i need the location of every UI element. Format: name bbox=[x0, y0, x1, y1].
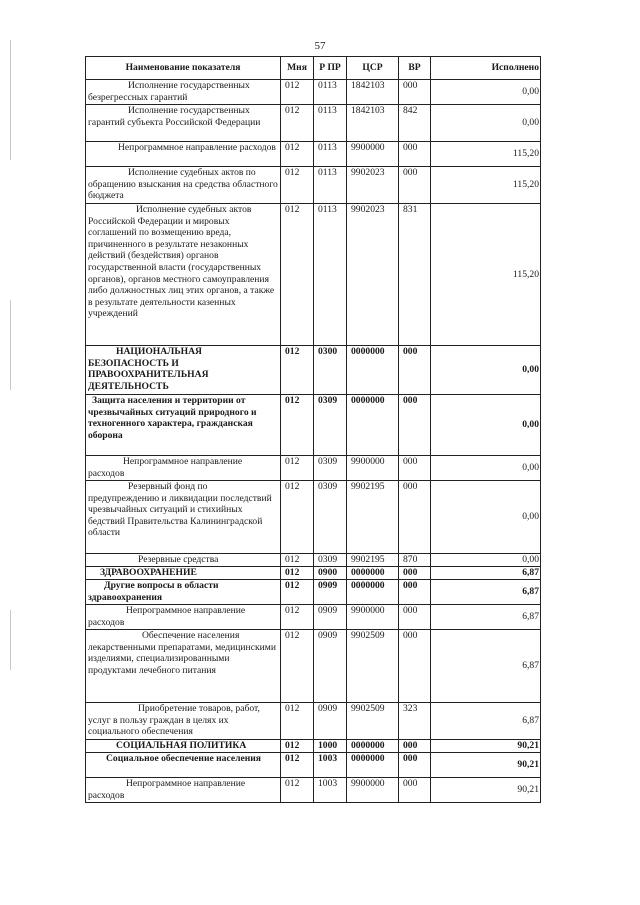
table-row bbox=[86, 554, 541, 567]
cell-name: Резервные средства bbox=[86, 554, 281, 567]
cell-executed: 0,00 bbox=[431, 456, 541, 481]
cell-mnya: 012 bbox=[281, 80, 314, 105]
table-row bbox=[86, 204, 541, 346]
cell-mnya: 012 bbox=[281, 703, 314, 740]
page-number: 57 bbox=[314, 40, 326, 52]
cell-mnya: 012 bbox=[281, 580, 314, 605]
cell-executed: 90,21 bbox=[431, 778, 541, 803]
cell-rpr: 0909 bbox=[314, 703, 347, 740]
cell-csr: 9902023 bbox=[347, 204, 399, 346]
cell-executed: 115,20 bbox=[431, 167, 541, 204]
cell-mnya: 012 bbox=[281, 395, 314, 456]
cell-csr: 0000000 bbox=[347, 740, 399, 753]
cell-csr: 9900000 bbox=[347, 778, 399, 803]
cell-csr: 1842103 bbox=[347, 80, 399, 105]
cell-rpr: 0909 bbox=[314, 630, 347, 703]
table-row bbox=[86, 703, 541, 740]
table-row bbox=[86, 456, 541, 481]
cell-csr: 0000000 bbox=[347, 580, 399, 605]
cell-vr: 831 bbox=[399, 204, 431, 346]
cell-mnya: 012 bbox=[281, 346, 314, 395]
cell-rpr: 0309 bbox=[314, 554, 347, 567]
cell-rpr: 1003 bbox=[314, 778, 347, 803]
cell-rpr: 0909 bbox=[314, 580, 347, 605]
cell-rpr: 0309 bbox=[314, 395, 347, 456]
table-row bbox=[86, 740, 541, 753]
report-table-container bbox=[85, 56, 540, 803]
cell-executed: 115,20 bbox=[431, 204, 541, 346]
cell-name: Приобретение товаров, работ, услуг в пользу граждан в целях их социального обеспечения bbox=[86, 703, 281, 740]
cell-csr: 9902195 bbox=[347, 554, 399, 567]
cell-csr: 9900000 bbox=[347, 142, 399, 167]
cell-name: Защита населения и территории от чрезвычайных ситуаций природного и техногенного характера, гражданская оборона bbox=[86, 395, 281, 456]
cell-vr: 000 bbox=[399, 167, 431, 204]
header-name: Наименование показателя bbox=[86, 57, 281, 80]
cell-csr: 0000000 bbox=[347, 753, 399, 778]
cell-executed: 0,00 bbox=[431, 346, 541, 395]
cell-name: НАЦИОНАЛЬНАЯ БЕЗОПАСНОСТЬ И ПРАВООХРАНИТЕЛЬНАЯ ДЕЯТЕЛЬНОСТЬ bbox=[86, 346, 281, 395]
cell-vr: 842 bbox=[399, 105, 431, 142]
cell-name: Обеспечение населения лекарственными препаратами, медицинскими изделиями, специализированными продуктами лечебного питания bbox=[86, 630, 281, 703]
cell-vr: 000 bbox=[399, 605, 431, 630]
table-row bbox=[86, 567, 541, 580]
cell-csr: 1842103 bbox=[347, 105, 399, 142]
cell-mnya: 012 bbox=[281, 105, 314, 142]
cell-csr: 9902509 bbox=[347, 630, 399, 703]
cell-rpr: 0309 bbox=[314, 456, 347, 481]
budget-execution-table bbox=[85, 56, 541, 803]
cell-rpr: 0113 bbox=[314, 167, 347, 204]
cell-rpr: 0113 bbox=[314, 142, 347, 167]
cell-csr: 9902023 bbox=[347, 167, 399, 204]
cell-mnya: 012 bbox=[281, 456, 314, 481]
cell-csr: 9902509 bbox=[347, 703, 399, 740]
cell-vr: 000 bbox=[399, 580, 431, 605]
cell-csr: 9900000 bbox=[347, 605, 399, 630]
cell-mnya: 012 bbox=[281, 204, 314, 346]
cell-executed: 0,00 bbox=[431, 481, 541, 554]
cell-mnya: 012 bbox=[281, 554, 314, 567]
cell-rpr: 0113 bbox=[314, 204, 347, 346]
table-row bbox=[86, 481, 541, 554]
table-row bbox=[86, 80, 541, 105]
cell-mnya: 012 bbox=[281, 630, 314, 703]
cell-mnya: 012 bbox=[281, 740, 314, 753]
table-row bbox=[86, 778, 541, 803]
cell-mnya: 012 bbox=[281, 567, 314, 580]
cell-vr: 000 bbox=[399, 456, 431, 481]
cell-mnya: 012 bbox=[281, 753, 314, 778]
scan-margin-mark bbox=[10, 0, 12, 905]
cell-mnya: 012 bbox=[281, 142, 314, 167]
cell-vr: 000 bbox=[399, 630, 431, 703]
cell-executed: 0,00 bbox=[431, 105, 541, 142]
cell-rpr: 1000 bbox=[314, 740, 347, 753]
cell-vr: 000 bbox=[399, 346, 431, 395]
cell-rpr: 1003 bbox=[314, 753, 347, 778]
table-row bbox=[86, 605, 541, 630]
cell-vr: 000 bbox=[399, 481, 431, 554]
table-row bbox=[86, 395, 541, 456]
table-row bbox=[86, 630, 541, 703]
cell-vr: 323 bbox=[399, 703, 431, 740]
table-row bbox=[86, 105, 541, 142]
cell-rpr: 0300 bbox=[314, 346, 347, 395]
cell-executed: 6,87 bbox=[431, 605, 541, 630]
cell-executed: 115,20 bbox=[431, 142, 541, 167]
table-row bbox=[86, 580, 541, 605]
header-csr: ЦСР bbox=[347, 57, 399, 80]
cell-rpr: 0909 bbox=[314, 605, 347, 630]
cell-name: СОЦИАЛЬНАЯ ПОЛИТИКА bbox=[86, 740, 281, 753]
cell-executed: 90,21 bbox=[431, 753, 541, 778]
cell-csr: 0000000 bbox=[347, 346, 399, 395]
cell-executed: 0,00 bbox=[431, 395, 541, 456]
cell-rpr: 0113 bbox=[314, 105, 347, 142]
table-row bbox=[86, 167, 541, 204]
cell-name: Непрограммное направление расходов bbox=[86, 778, 281, 803]
cell-vr: 000 bbox=[399, 395, 431, 456]
cell-name: Исполнение государственных безрегрессных гарантий bbox=[86, 80, 281, 105]
cell-vr: 000 bbox=[399, 778, 431, 803]
cell-mnya: 012 bbox=[281, 778, 314, 803]
cell-name: Резервный фонд по предупреждению и ликвидации последствий чрезвычайных ситуаций и стихийных бедствий Правительства Калининградской области bbox=[86, 481, 281, 554]
cell-executed: 6,87 bbox=[431, 630, 541, 703]
table-body bbox=[86, 80, 541, 803]
cell-name: Непрограммное направление расходов bbox=[86, 456, 281, 481]
cell-csr: 0000000 bbox=[347, 395, 399, 456]
cell-name: Исполнение судебных актов по обращению взыскания на средства областного бюджета bbox=[86, 167, 281, 204]
cell-rpr: 0113 bbox=[314, 80, 347, 105]
table-row bbox=[86, 142, 541, 167]
cell-executed: 6,87 bbox=[431, 567, 541, 580]
cell-executed: 90,21 bbox=[431, 740, 541, 753]
cell-vr: 870 bbox=[399, 554, 431, 567]
cell-executed: 6,87 bbox=[431, 580, 541, 605]
cell-name: Другие вопросы в области здравоохранения bbox=[86, 580, 281, 605]
cell-name: Непрограммное направление расходов bbox=[86, 142, 281, 167]
cell-vr: 000 bbox=[399, 567, 431, 580]
cell-csr: 9902195 bbox=[347, 481, 399, 554]
header-vr: ВР bbox=[399, 57, 431, 80]
cell-vr: 000 bbox=[399, 142, 431, 167]
table-header-row bbox=[86, 57, 541, 80]
header-executed: Исполнено bbox=[431, 57, 541, 80]
cell-name: Непрограммное направление расходов bbox=[86, 605, 281, 630]
cell-mnya: 012 bbox=[281, 605, 314, 630]
cell-executed: 0,00 bbox=[431, 80, 541, 105]
cell-executed: 0,00 bbox=[431, 554, 541, 567]
cell-vr: 000 bbox=[399, 753, 431, 778]
header-rpr: Р ПР bbox=[314, 57, 347, 80]
header-mnya: Мня bbox=[281, 57, 314, 80]
cell-name: Социальное обеспечение населения bbox=[86, 753, 281, 778]
table-row bbox=[86, 346, 541, 395]
cell-name: Исполнение государственных гарантий субъекта Российской Федерации bbox=[86, 105, 281, 142]
cell-mnya: 012 bbox=[281, 167, 314, 204]
table-row bbox=[86, 753, 541, 778]
cell-vr: 000 bbox=[399, 740, 431, 753]
cell-vr: 000 bbox=[399, 80, 431, 105]
cell-csr: 9900000 bbox=[347, 456, 399, 481]
cell-name: Исполнение судебных актов Российской Федерации и мировых соглашений по возмещению вреда, причиненного в результате незаконных действий (бездействия) органов государственной власти (государственных органов), органов местного самоуправления либо должностных лиц этих органов, а также в результате деятельности казенных учреждений bbox=[86, 204, 281, 346]
cell-rpr: 0900 bbox=[314, 567, 347, 580]
cell-rpr: 0309 bbox=[314, 481, 347, 554]
cell-csr: 0000000 bbox=[347, 567, 399, 580]
cell-mnya: 012 bbox=[281, 481, 314, 554]
cell-executed: 6,87 bbox=[431, 703, 541, 740]
cell-name: ЗДРАВООХРАНЕНИЕ bbox=[86, 567, 281, 580]
